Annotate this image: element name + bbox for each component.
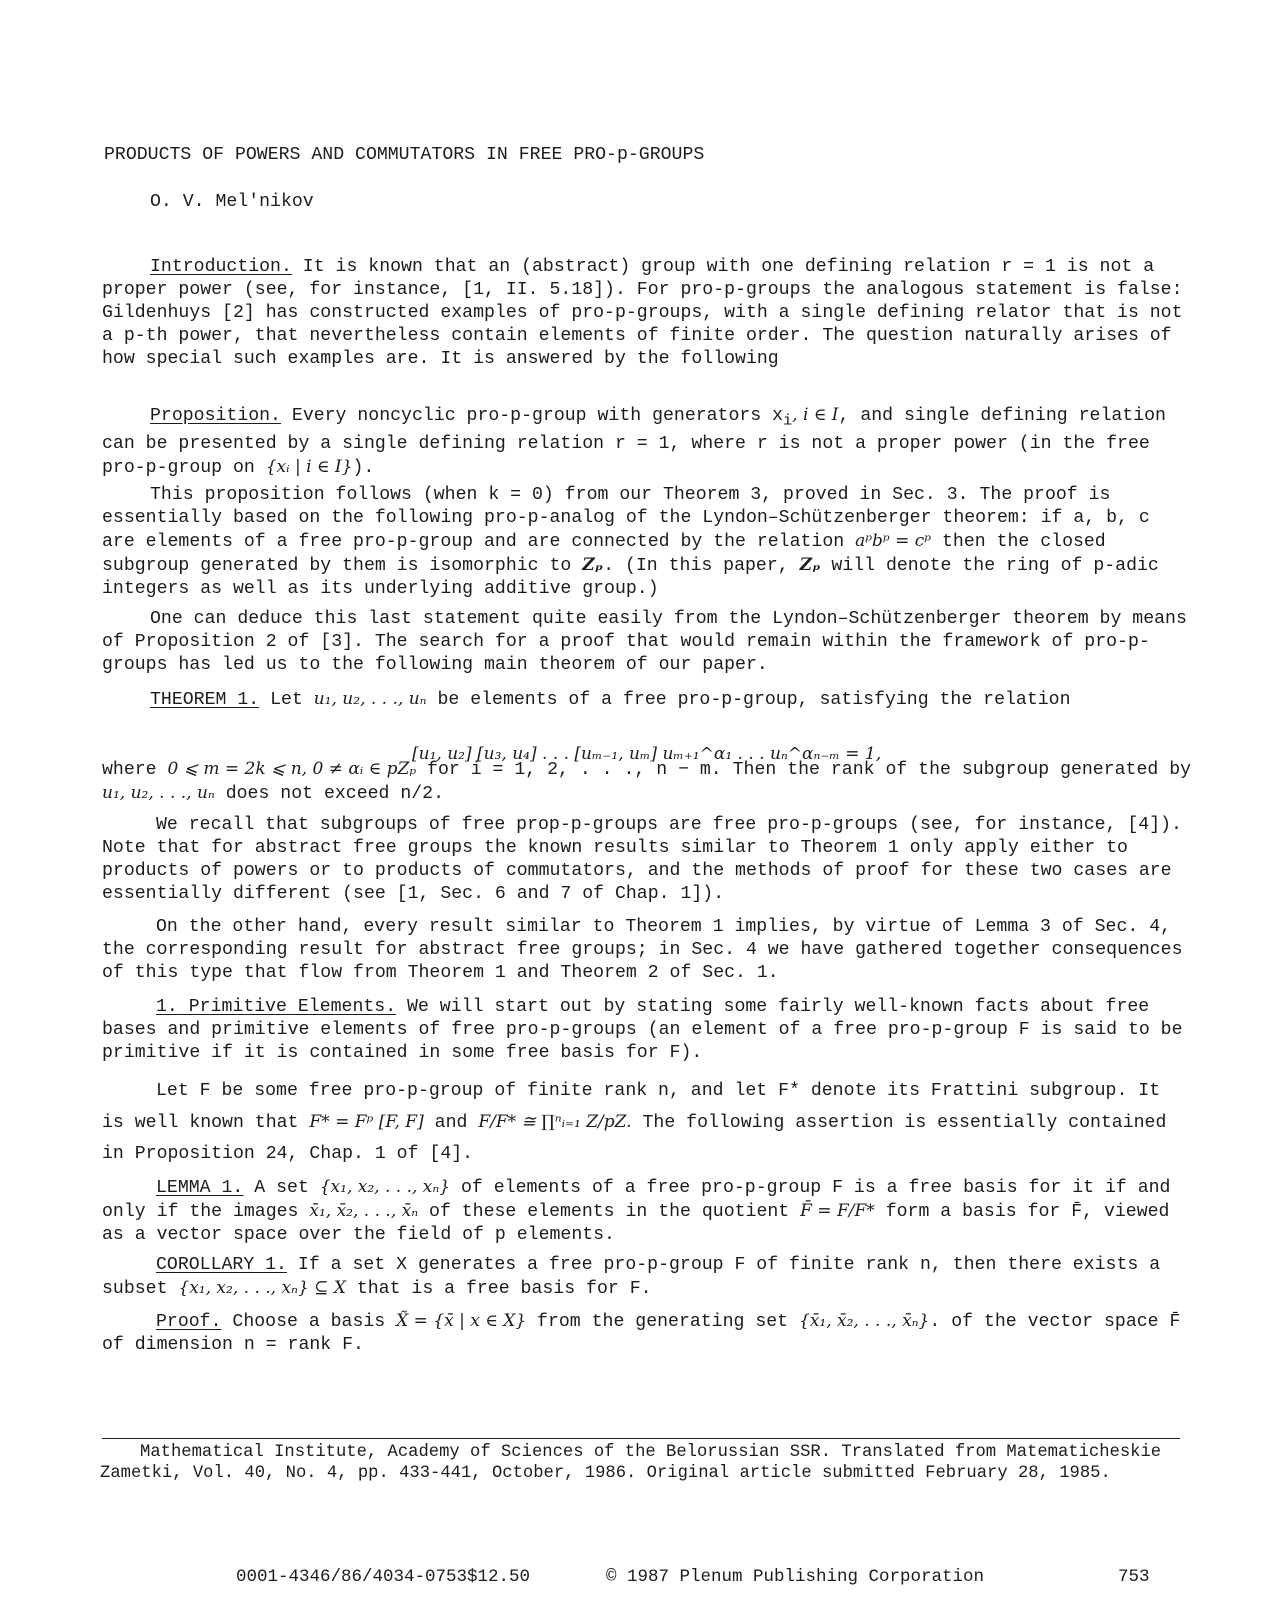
theorem1-equation: [u₁, u₂] [u₃, u₄] . . . [uₘ₋₁, uₘ] uₘ₊₁^α₁ . . . uₙ^αₙ₋ₘ = 1,: [412, 744, 882, 764]
lemma1-heading: LEMMA 1.: [156, 1178, 244, 1198]
footer-code: 0001-4346/86/4034-0753$12.50: [236, 1567, 531, 1587]
theorem1-u-math-2: u₁, u₂, . . ., uₙ: [102, 783, 215, 803]
zp-symbol-2: Zₚ: [799, 555, 821, 575]
frattini-math: F* = Fᵖ [F, F]: [309, 1112, 424, 1132]
proof-paragraph: [102, 1310, 1192, 1357]
section1-text: We will start out by stating some fairly well-known facts about free bases and primitive elements of free pro-p-groups (an element of a free pro-p-group F is said to be primitive if it is contained in some free basis for F).: [102, 997, 1183, 1063]
section1-paragraph: [102, 996, 1192, 1065]
recall-paragraph: [102, 814, 1192, 906]
theorem1-text-e: does not exceed n/2.: [214, 784, 445, 804]
proposition-paragraph: [102, 404, 1192, 480]
theorem1-text-c: where: [102, 760, 168, 780]
theorem1-u-math: u₁, u₂, . . ., uₙ: [313, 689, 427, 709]
theorem1-intro: [102, 688, 1192, 712]
page-number: 753: [1118, 1567, 1150, 1587]
proof-basis-math: X̃ = {x̄ | x ∈ X}: [396, 1311, 527, 1331]
paper-author: O. V. Mel'nikov: [150, 192, 314, 212]
theorem1-text-d: for i = 1, 2, . . ., n − m. Then the rank of the subgroup generated by: [416, 760, 1192, 780]
introduction-text: It is known that an (abstract) group with one defining relation r = 1 is not a proper power (see, for instance, [1, II. 5.18]). For pro-p-groups the analogous statement is false: Gildenhuys [2] has constructed examples of pro-p-groups, with a single defining relator that is not a p-th power, that nevertheless contain elements of finite order. The question naturally arises of how special such examples are. It is answered by the following: [102, 257, 1183, 369]
lemma1-images-math: x̄₁, x̄₂, . . ., x̄ₙ: [309, 1201, 419, 1221]
follows-text-d: will denote the ring of p-adic integers as well as its underlying additive group.): [102, 556, 1159, 599]
corollary1-heading: COROLLARY 1.: [156, 1255, 287, 1275]
theorem1-heading: THEOREM 1.: [150, 690, 260, 710]
theorem1-condition-math: 0 ⩽ m = 2k ⩽ n, 0 ≠ αᵢ ∈ pZₚ: [167, 759, 417, 779]
other-hand-paragraph: [102, 916, 1192, 985]
frattini-text-a: Let F be some free pro-p-group of finite rank n, and let F* denote its Frattini subgroup. It is well known that: [102, 1081, 1161, 1133]
relation-math: aᵖbᵖ = cᵖ: [855, 531, 932, 551]
corollary1-text-b: that is a free basis for F.: [345, 1279, 652, 1299]
theorem1-conclusion: [102, 758, 1192, 806]
proposition-set-math: {xᵢ | i ∈ I}: [265, 456, 353, 477]
lemma1-text-c: of these elements in the quotient: [418, 1202, 801, 1222]
follows-text-c: . (In this paper,: [603, 556, 800, 576]
corollary1-paragraph: [102, 1254, 1192, 1301]
deduce-text: One can deduce this last statement quite easily from the Lyndon–Schützenberger theorem by means of Proposition 2 of [3]. The search for a proof that would remain within the framework of pro-p-groups has led us to the following main theorem of our paper.: [102, 609, 1187, 675]
recall-text: We recall that subgroups of free prop-p-groups are free pro-p-groups (see, for instance, [4]). Note that for abstract free groups the known results similar to Theorem 1 only apply either to products of powers or to products of commutators, and the methods of proof for these two cases are essentially different (see [1, Sec. 6 and 7 of Chap. 1]).: [102, 815, 1182, 904]
lemma1-set-math: {x₁, x₂, . . ., xₙ}: [319, 1177, 451, 1197]
quotient-math: F/F* ≅ ∏ⁿᵢ₌₁ Z/pZ.: [478, 1112, 632, 1132]
introduction-paragraph: [102, 256, 1192, 371]
introduction-heading: Introduction.: [150, 257, 292, 277]
footnote-text: Mathematical Institute, Academy of Sciences of the Belorussian SSR. Translated from Matematicheskie Zametki, Vol. 40, No. 4, pp. 433-441, October, 1986. Original article submitted February 28, 1985.: [100, 1443, 1162, 1483]
proposition-heading: Proposition.: [150, 406, 281, 426]
lemma1-quotient-math: F̄ = F/F*: [800, 1201, 875, 1221]
proposition-text-b: , and single defining relation can be presented by a single defining relation r = 1, where r is not a proper power (in the free pro-p-group on: [102, 406, 1166, 478]
lemma1-text-d: form a basis for F̄, viewed as a vector space over the field of p elements.: [102, 1202, 1170, 1245]
theorem1-text-a: Let: [259, 690, 314, 710]
proof-text-a: Choose a basis: [221, 1312, 397, 1332]
proposition-subscript: i: [783, 411, 793, 430]
frattini-paragraph: [102, 1076, 1192, 1170]
proof-text-b: from the generating set: [526, 1312, 799, 1332]
footer-copyright: © 1987 Plenum Publishing Corporation: [606, 1567, 985, 1587]
lemma1-text-b: of elements of a free pro-p-group F is a free basis for it if and only if the images: [102, 1178, 1171, 1222]
corollary1-text-a: If a set X generates a free pro-p-group F of finite rank n, then there exists a subset: [102, 1255, 1161, 1299]
lemma1-text-a: A set: [243, 1178, 320, 1198]
proposition-index-math: , i ∈ I: [792, 405, 839, 425]
lemma1-paragraph: [102, 1176, 1192, 1247]
proof-generating-math: {x̄₁, x̄₂, . . ., x̄ₙ}: [799, 1311, 930, 1331]
footnote-rule: [102, 1438, 1180, 1439]
proposition-text-c: ).: [352, 457, 375, 478]
other-hand-text: On the other hand, every result similar to Theorem 1 implies, by virtue of Lemma 3 of Sec. 4, the corresponding result for abstract free groups; in Sec. 4 we have gathered together consequences of this type that flow from Theorem 1 and Theorem 2 of Sec. 1.: [102, 917, 1183, 983]
proof-text-c: . of the vector space F̄ of dimension n = rank F.: [102, 1312, 1181, 1355]
follows-paragraph: [102, 484, 1192, 601]
theorem1-text-b: be elements of a free pro-p-group, satisfying the relation: [426, 690, 1071, 710]
corollary1-subset-math: {x₁, x₂, . . ., xₙ} ⊆ X: [178, 1278, 346, 1298]
follows-text-b: then the closed subgroup generated by them is isomorphic to: [102, 532, 1106, 576]
follows-text-a: This proposition follows (when k = 0) from our Theorem 3, proved in Sec. 3. The proof is essentially based on the following pro-p-analog of the Lyndon–Schützenberger theorem: if a, b, c are elements of a free pro-p-group and are connected by the relation: [102, 485, 1150, 552]
frattini-text-c: The following assertion is essentially contained in Proposition 24, Chap. 1 of [4].: [102, 1113, 1167, 1164]
proof-heading: Proof.: [156, 1312, 222, 1332]
footnote: [100, 1442, 1190, 1484]
proposition-text-a: Every noncyclic pro-p-group with generators x: [280, 406, 784, 426]
paper-title: PRODUCTS OF POWERS AND COMMUTATORS IN FREE PRO-p-GROUPS: [104, 145, 705, 165]
zp-symbol: Zₚ: [582, 555, 604, 575]
frattini-text-b: and: [423, 1113, 479, 1133]
deduce-paragraph: [102, 608, 1192, 677]
section1-heading: 1. Primitive Elements.: [156, 997, 397, 1017]
